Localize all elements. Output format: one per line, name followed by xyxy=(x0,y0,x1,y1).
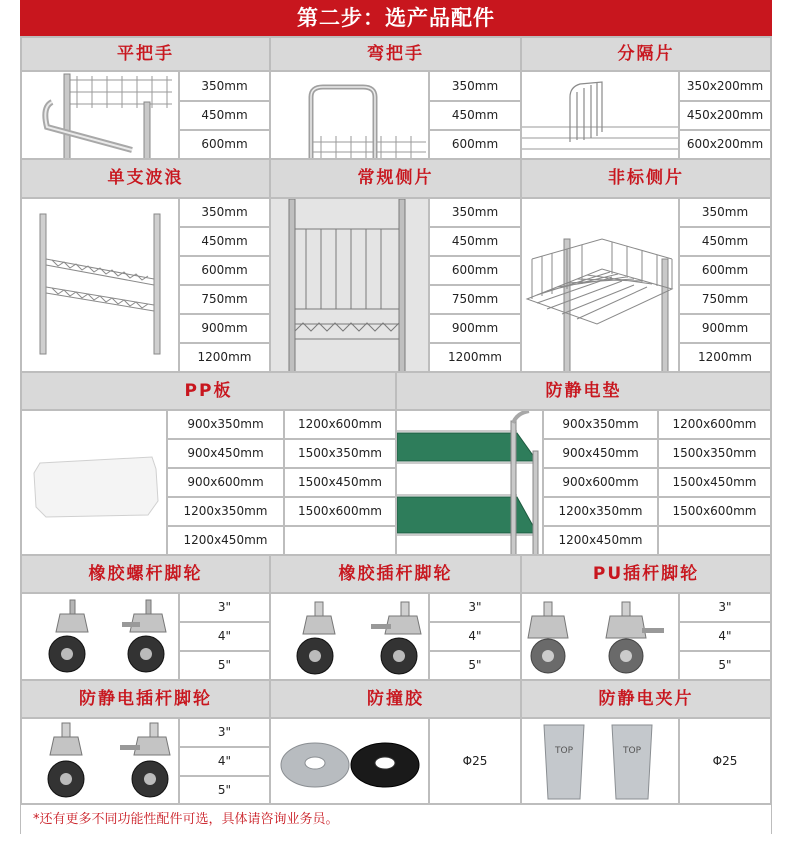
header-custom-side: 非标侧片 xyxy=(521,159,771,198)
size-cell: 450x200mm xyxy=(679,101,771,130)
size-cell: 3" xyxy=(429,593,521,622)
size-cell: 900mm xyxy=(679,314,771,343)
size-cell: 450mm xyxy=(179,227,270,256)
size-cell: 1200x450mm xyxy=(543,526,658,555)
size-cell: Φ25 xyxy=(429,718,521,804)
size-cell: 350mm xyxy=(429,71,521,101)
size-cell: 350mm xyxy=(179,71,270,101)
header-curved-handle: 弯把手 xyxy=(270,37,521,71)
size-cell: 350mm xyxy=(679,198,771,227)
size-cell: 3" xyxy=(679,593,771,622)
size-cell: 1200x600mm xyxy=(658,410,771,439)
size-cell: 900x450mm xyxy=(167,439,284,468)
size-cell: 750mm xyxy=(679,285,771,314)
rubber-screw-caster-image xyxy=(21,593,179,680)
header-divider: 分隔片 xyxy=(521,37,771,71)
size-cell: 350mm xyxy=(429,198,521,227)
size-cell: 1500x450mm xyxy=(658,468,771,497)
size-cell: 1500x450mm xyxy=(284,468,396,497)
size-cell: 750mm xyxy=(429,285,521,314)
clip-marking: TOP xyxy=(622,746,642,756)
size-cell: 900x350mm xyxy=(167,410,284,439)
size-cell: 1200x350mm xyxy=(167,497,284,526)
flat-handle-image xyxy=(21,71,179,159)
size-cell: 350mm xyxy=(179,198,270,227)
size-cell: 600x200mm xyxy=(679,130,771,159)
divider-image xyxy=(521,71,679,159)
antistatic-plug-caster-image xyxy=(21,718,179,804)
size-cell: 750mm xyxy=(179,285,270,314)
size-cell: 450mm xyxy=(429,101,521,130)
size-cell: 5" xyxy=(679,651,771,680)
size-cell: 900x600mm xyxy=(167,468,284,497)
size-cell: 1200mm xyxy=(429,343,521,372)
size-cell: 1200x450mm xyxy=(167,526,284,555)
header-pp-board: PP板 xyxy=(21,372,396,410)
pp-board-image xyxy=(21,410,167,555)
size-cell: 450mm xyxy=(679,227,771,256)
standard-side-image xyxy=(270,198,429,372)
antistatic-mat-image xyxy=(396,410,543,555)
size-cell: 900x600mm xyxy=(543,468,658,497)
rubber-plug-caster-image xyxy=(270,593,429,680)
size-cell: 600mm xyxy=(429,256,521,285)
size-cell: 4" xyxy=(679,622,771,651)
curved-handle-image xyxy=(270,71,429,159)
header-standard-side: 常规侧片 xyxy=(270,159,521,198)
size-cell: 3" xyxy=(179,593,270,622)
size-cell: 3" xyxy=(179,718,270,747)
header-antistatic-clip: 防静电夹片 xyxy=(521,680,771,718)
size-cell: 600mm xyxy=(679,256,771,285)
size-cell: 1200mm xyxy=(679,343,771,372)
header-antistatic-plug-caster: 防静电插杆脚轮 xyxy=(21,680,270,718)
size-cell: 1200x350mm xyxy=(543,497,658,526)
size-cell: 1200x600mm xyxy=(284,410,396,439)
size-cell: 900x350mm xyxy=(543,410,658,439)
size-cell: Φ25 xyxy=(679,718,771,804)
size-cell: 1500x350mm xyxy=(284,439,396,468)
antistatic-clip-image xyxy=(521,718,679,804)
page-title: 第二步：选产品配件 xyxy=(20,0,772,36)
size-cell: 4" xyxy=(179,747,270,776)
size-cell: 900x450mm xyxy=(543,439,658,468)
clip-marking: TOP xyxy=(554,746,574,756)
header-rubber-plug-caster: 橡胶插杆脚轮 xyxy=(270,555,521,593)
bumper-image xyxy=(270,718,429,804)
size-cell: 1500x600mm xyxy=(658,497,771,526)
empty-cell xyxy=(658,526,771,555)
size-cell: 4" xyxy=(179,622,270,651)
header-rubber-screw-caster: 橡胶螺杆脚轮 xyxy=(21,555,270,593)
size-cell: 600mm xyxy=(429,130,521,159)
size-cell: 900mm xyxy=(429,314,521,343)
header-flat-handle: 平把手 xyxy=(21,37,270,71)
size-cell: 350x200mm xyxy=(679,71,771,101)
size-cell: 600mm xyxy=(179,256,270,285)
size-cell: 900mm xyxy=(179,314,270,343)
pu-plug-caster-image xyxy=(521,593,679,680)
size-cell: 4" xyxy=(429,622,521,651)
header-antistatic-mat: 防静电垫 xyxy=(396,372,771,410)
header-bumper: 防撞胶 xyxy=(270,680,521,718)
footer-note: *还有更多不同功能性配件可选，具体请咨询业务员。 xyxy=(21,804,771,834)
single-wave-image xyxy=(21,198,179,372)
size-cell: 450mm xyxy=(179,101,270,130)
header-pu-plug-caster: PU插杆脚轮 xyxy=(521,555,771,593)
size-cell: 1200mm xyxy=(179,343,270,372)
empty-cell xyxy=(284,526,396,555)
size-cell: 450mm xyxy=(429,227,521,256)
size-cell: 600mm xyxy=(179,130,270,159)
size-cell: 5" xyxy=(429,651,521,680)
size-cell: 1500x350mm xyxy=(658,439,771,468)
header-single-wave: 单支波浪 xyxy=(21,159,270,198)
size-cell: 1500x600mm xyxy=(284,497,396,526)
size-cell: 5" xyxy=(179,651,270,680)
size-cell: 5" xyxy=(179,776,270,804)
custom-side-image xyxy=(521,198,679,372)
